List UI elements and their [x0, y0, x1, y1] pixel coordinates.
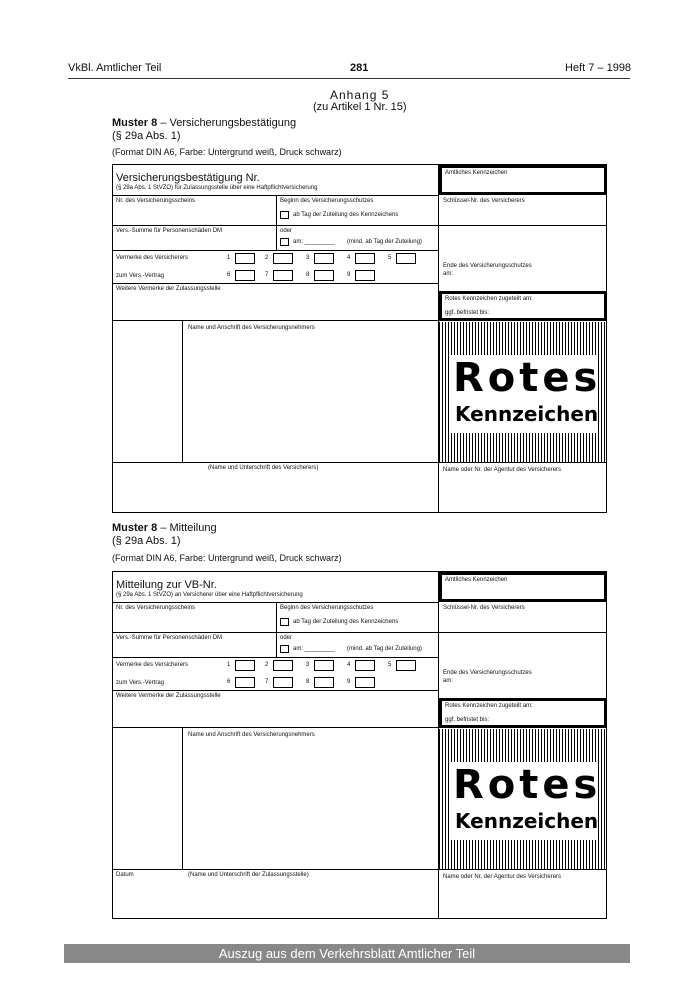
form2-kennzeichen-text: Kennzeichen [455, 809, 599, 833]
form2-n9: 9 [347, 679, 351, 685]
form2-nr-label: Nr. des Versicherungsscheins [116, 605, 196, 611]
form1-kennzeichen-text: Kennzeichen [455, 402, 599, 426]
form1-n5: 5 [388, 255, 392, 261]
form2-am-label: am: _________ [293, 646, 335, 652]
form1-unterschrift-label: (Name und Unterschrift des Versicherers) [208, 465, 319, 471]
form2-field-4[interactable] [355, 660, 375, 671]
form2-para: (§ 29a Abs. 1) [112, 535, 181, 547]
form1-name-anschrift-label: Name und Anschrift des Versicherungsnehmers [188, 325, 315, 331]
form1-vermerke-label: Vermerke des Versicherers [116, 255, 189, 261]
form2-ende-am: am: [443, 678, 454, 684]
header-left: VkBl. Amtlicher Teil [68, 62, 162, 74]
form1-field-2[interactable] [273, 253, 293, 264]
form2-title: Mitteilung zur VB-Nr. [116, 579, 217, 591]
form1-field-1[interactable] [235, 253, 255, 264]
form1-field-6[interactable] [235, 270, 255, 281]
form1-para: (§ 29a Abs. 1) [112, 130, 181, 142]
form1-n2: 2 [265, 255, 269, 261]
form1-zum-vertrag-label: zum Vers.-Vertrag [116, 273, 165, 279]
form1-summe-label: Vers.-Summe für Personenschäden DM [116, 228, 223, 234]
form1-title-sub: (§ 29a Abs. 1 StVZO) für Zulassungsstelle über eine Haftpflichtversicherung [116, 185, 318, 191]
form1-beginn-label: Beginn des Versicherungsschutzes [280, 198, 374, 204]
header-right: Heft 7 – 1998 [565, 62, 632, 74]
form1-card [112, 164, 607, 513]
form1-amtliches-label: Amtliches Kennzeichen [445, 170, 508, 176]
form1-ende-am: am: [443, 271, 454, 277]
form2-field-1[interactable] [235, 660, 255, 671]
form1-rotes-zugeteilt-label: Rotes Kennzeichen zugeteilt am: [445, 296, 533, 302]
form2-zum-vertrag-label: zum Vers.-Vertrag [116, 680, 165, 686]
form2-weitere-label: Weitere Vermerke der Zulassungsstelle [116, 693, 221, 699]
form2-am-checkbox[interactable] [280, 645, 289, 653]
form1-weitere-label: Weitere Vermerke der Zulassungsstelle [116, 286, 221, 292]
form2-ende-label: Ende des Versicherungsschutzes [443, 670, 532, 676]
form1-am-checkbox[interactable] [280, 238, 289, 246]
form1-field-3[interactable] [314, 253, 334, 264]
form2-unterschrift-label: (Name und Unterschrift der Zulassungsstelle) [188, 872, 309, 878]
form2-agentur-label: Name oder Nr. der Agentur des Versicherers [443, 874, 562, 880]
form1-schluessel-label: Schlüssel-Nr. des Versicherers [443, 198, 525, 204]
form1-n3: 3 [306, 255, 310, 261]
page-number: 281 [350, 62, 369, 74]
form2-n3: 3 [306, 662, 310, 668]
form1-am-label: am: _________ [293, 239, 335, 245]
form2-field-8[interactable] [314, 677, 334, 688]
form2-amtliches-label: Amtliches Kennzeichen [445, 577, 508, 583]
form1-field-4[interactable] [355, 253, 375, 264]
form1-mind-label: (mind. ab Tag der Zuteilung) [347, 239, 422, 245]
form2-field-7[interactable] [273, 677, 293, 688]
form2-ab-tag-checkbox[interactable] [280, 618, 289, 626]
form1-field-9[interactable] [355, 270, 375, 281]
form2-name-anschrift-label: Name und Anschrift des Versicherungsnehmers [188, 732, 315, 738]
form2-n1: 1 [227, 662, 231, 668]
form2-vermerke-label: Vermerke des Versicherers [116, 662, 189, 668]
form2-format: (Format DIN A6, Farbe: Untergrund weiß, Druck schwarz) [112, 553, 342, 563]
form1-ab-tag-checkbox[interactable] [280, 211, 289, 219]
form2-rotes-text: Rotes [453, 762, 602, 808]
form1-n1: 1 [227, 255, 231, 261]
form2-card [112, 571, 607, 919]
form1-ab-tag-label: ab Tag der Zuteilung des Kennzeichens [293, 212, 399, 218]
form2-field-6[interactable] [235, 677, 255, 688]
form1-ende-label: Ende des Versicherungsschutzes [443, 263, 532, 269]
form1-field-8[interactable] [314, 270, 334, 281]
form1-field-7[interactable] [273, 270, 293, 281]
form2-n6: 6 [227, 679, 231, 685]
form2-field-5[interactable] [396, 660, 416, 671]
form2-n2: 2 [265, 662, 269, 668]
form1-title: Versicherungsbestätigung Nr. [116, 172, 260, 184]
form2-mind-label: (mind. ab Tag der Zuteilung) [347, 646, 422, 652]
form2-field-3[interactable] [314, 660, 334, 671]
form2-field-2[interactable] [273, 660, 293, 671]
form2-ab-tag-label: ab Tag der Zuteilung des Kennzeichens [293, 619, 399, 625]
form2-rotes-zugeteilt-label: Rotes Kennzeichen zugeteilt am: [445, 703, 533, 709]
form2-befristet-label: ggf. befristet bis: [445, 717, 490, 723]
form2-field-9[interactable] [355, 677, 375, 688]
form1-n4: 4 [347, 255, 351, 261]
form1-befristet-label: ggf. befristet bis: [445, 310, 490, 316]
form2-n5: 5 [388, 662, 392, 668]
anhang-title: Anhang 5 [330, 88, 390, 102]
form1-muster: Muster 8 – Versicherungsbestätigung [112, 117, 297, 129]
form2-oder: oder [280, 635, 293, 641]
form1-field-5[interactable] [396, 253, 416, 264]
form1-n9: 9 [347, 272, 351, 278]
form1-nr-label: Nr. des Versicherungsscheins [116, 198, 196, 204]
form1-n8: 8 [306, 272, 310, 278]
form2-datum-label: Datum [116, 872, 134, 878]
header-rule [68, 78, 630, 79]
footer-banner: Auszug aus dem Verkehrsblatt Amtlicher Teil [64, 944, 630, 963]
form1-agentur-label: Name oder Nr. der Agentur des Versicherers [443, 467, 562, 473]
anhang-subtitle: (zu Artikel 1 Nr. 15) [313, 101, 407, 113]
form1-oder: oder [280, 228, 293, 234]
form2-n4: 4 [347, 662, 351, 668]
form2-beginn-label: Beginn des Versicherungsschutzes [280, 605, 374, 611]
form1-n6: 6 [227, 272, 231, 278]
form1-format: (Format DIN A6, Farbe: Untergrund weiß, Druck schwarz) [112, 147, 342, 157]
form2-muster: Muster 8 – Mitteilung [112, 522, 217, 534]
form1-rotes-text: Rotes [453, 355, 602, 401]
form2-title-sub: (§ 29a Abs. 1 StVZO) an Versicherer über eine Haftpflichtversicherung [116, 592, 303, 598]
form1-n7: 7 [265, 272, 269, 278]
form2-n8: 8 [306, 679, 310, 685]
form2-schluessel-label: Schlüssel-Nr. des Versicherers [443, 605, 525, 611]
form2-n7: 7 [265, 679, 269, 685]
form2-summe-label: Vers.-Summe für Personenschäden DM [116, 635, 223, 641]
